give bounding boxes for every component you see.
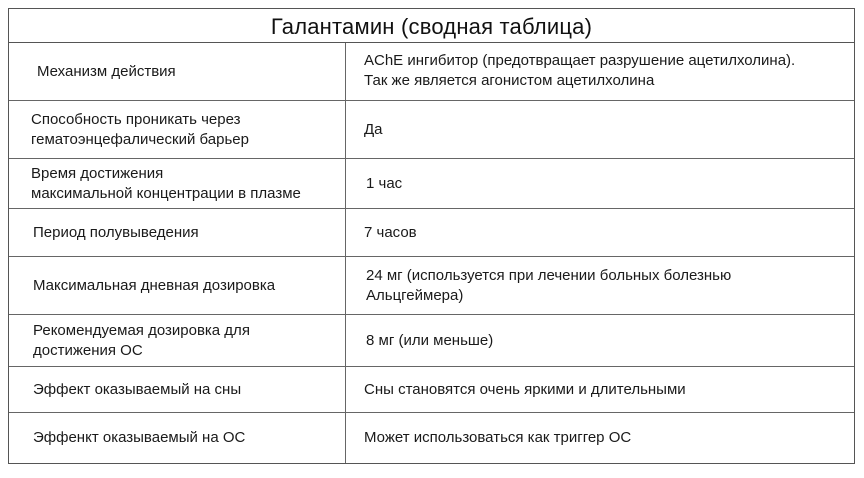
row-value-cell xyxy=(346,413,854,463)
row-value: 1 час xyxy=(366,174,403,192)
row-label: Механизм действия xyxy=(37,62,176,80)
row-value-cell xyxy=(346,367,854,412)
row-label-cell xyxy=(9,315,346,366)
row-label-cell xyxy=(9,101,346,158)
table-row xyxy=(9,257,854,315)
row-label: Время достижения максимальной концентрации в плазме xyxy=(31,164,301,202)
row-label: Рекомендуемая дозировка для достижения ОС xyxy=(33,321,250,359)
row-value-cell xyxy=(346,257,854,314)
row-label-cell xyxy=(9,257,346,314)
table-row xyxy=(9,413,854,463)
row-value: 8 мг (или меньше) xyxy=(366,331,494,349)
row-label-cell xyxy=(9,367,346,412)
row-label: Способность проникать через гематоэнцефалический барьер xyxy=(31,110,249,148)
row-value-cell xyxy=(346,209,854,256)
table-title-text: Галантамин (сводная таблица) xyxy=(270,13,593,39)
row-value: AChE ингибитор (предотвращает разрушение ацетилхолина). Так же является агонистом ацетилхолина xyxy=(364,52,796,89)
row-value-cell xyxy=(346,101,854,158)
row-label-cell xyxy=(9,413,346,463)
row-value-cell xyxy=(346,315,854,366)
row-label-cell xyxy=(9,159,346,208)
row-value-cell xyxy=(346,159,854,208)
table-row xyxy=(9,315,854,367)
table-row xyxy=(9,367,854,413)
table-row xyxy=(9,209,854,257)
row-value: Да xyxy=(364,120,383,138)
row-value-cell xyxy=(346,43,854,100)
table-title xyxy=(9,9,854,43)
row-value: 24 мг (используется при лечении больных болезнью Альцгеймера) xyxy=(366,266,732,304)
row-label: Максимальная дневная дозировка xyxy=(33,276,276,294)
summary-table xyxy=(8,8,855,464)
row-value: Сны становятся очень яркими и длительными xyxy=(364,380,686,398)
row-label-cell xyxy=(9,43,346,100)
row-label-cell xyxy=(9,209,346,256)
row-label: Эффект оказываемый на сны xyxy=(33,380,242,398)
table-row xyxy=(9,43,854,101)
table-row xyxy=(9,159,854,209)
row-label: Период полувыведения xyxy=(33,223,199,241)
row-label: Эффенкт оказываемый на ОС xyxy=(33,429,246,446)
row-value: Может использоваться как триггер ОС xyxy=(364,429,632,446)
row-value: 7 часов xyxy=(364,223,417,241)
table-row xyxy=(9,101,854,159)
